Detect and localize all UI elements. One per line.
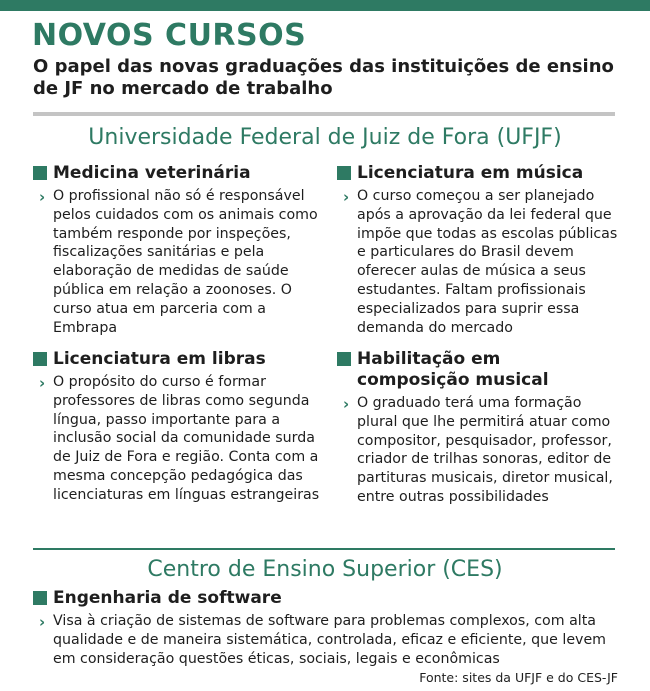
course-description-text: O curso começou a ser planejado após a aprovação da lei federal que impõe que todas as escolas públicas e particulares do Brasil devem oferecer aulas de música a seus estudantes. Faltam profissionais especializados para suprir essa demanda do mercado (357, 188, 618, 336)
page-title: NOVOS CURSOS (32, 18, 307, 53)
course-title (337, 349, 577, 391)
course-title-text: Licenciatura em libras (53, 349, 266, 369)
course-composicao-musical (337, 349, 622, 507)
course-engenharia-software (33, 588, 623, 668)
course-title (33, 588, 623, 609)
course-licenciatura-musica (337, 163, 622, 337)
square-bullet-icon (33, 591, 47, 605)
course-description (337, 187, 622, 337)
chevron-right-icon: › (343, 395, 350, 413)
square-bullet-icon (337, 166, 351, 180)
course-medicina-veterinaria (33, 163, 328, 337)
course-title (33, 349, 328, 370)
page-subtitle: O papel das novas graduações das instituições de ensino de JF no mercado de trabalho (33, 56, 614, 99)
section-divider (33, 548, 615, 550)
section-heading-ufjf: Universidade Federal de Juiz de Fora (UFJF) (88, 125, 562, 150)
course-description (337, 394, 622, 507)
course-title-text: Engenharia de software (53, 588, 282, 608)
course-title-text: Licenciatura em música (357, 163, 584, 183)
chevron-right-icon: › (39, 188, 46, 206)
course-description (33, 373, 328, 505)
source-credit: Fonte: sites da UFJF e do CES-JF (419, 670, 618, 685)
course-description-text: Visa à criação de sistemas de software para problemas complexos, com alta qualidade e de maneira sistemática, controlada, eficaz e eficiente, que levem em consideração questões éticas, sociais, legais e econômicas (53, 613, 607, 667)
course-title-text: Habilitação em composição musical (357, 349, 549, 390)
square-bullet-icon (33, 352, 47, 366)
section-heading-ces: Centro de Ensino Superior (CES) (147, 557, 503, 582)
course-title (33, 163, 328, 184)
course-description-text: O graduado terá uma formação plural que lhe permitirá atuar como compositor, pesquisador, professor, criador de trilhas sonoras, editor de partituras musicais, diretor musical, entre outras possibilidades (357, 395, 613, 505)
course-description-text: O profissional não só é responsável pelos cuidados com os animais como também responde por inspeções, fiscalizações sanitárias e pela elaboração de medidas de saúde pública em relação a zoonoses. O curso atua em parceria com a Embrapa (53, 188, 318, 336)
course-description (33, 187, 328, 337)
chevron-right-icon: › (343, 188, 350, 206)
title-divider (33, 112, 615, 116)
top-accent-bar (0, 0, 650, 11)
square-bullet-icon (337, 352, 351, 366)
square-bullet-icon (33, 166, 47, 180)
course-licenciatura-libras (33, 349, 328, 505)
chevron-right-icon: › (39, 613, 46, 631)
course-title (337, 163, 622, 184)
course-title-text: Medicina veterinária (53, 163, 251, 183)
chevron-right-icon: › (39, 374, 46, 392)
course-description-text: O propósito do curso é formar professores de libras como segunda língua, passo importante para a inclusão social da comunidade surda de Juiz de Fora e região. Conta com a mesma concepção pedagógica das licenciaturas em línguas estrangeiras (53, 374, 320, 503)
course-description (33, 612, 623, 668)
